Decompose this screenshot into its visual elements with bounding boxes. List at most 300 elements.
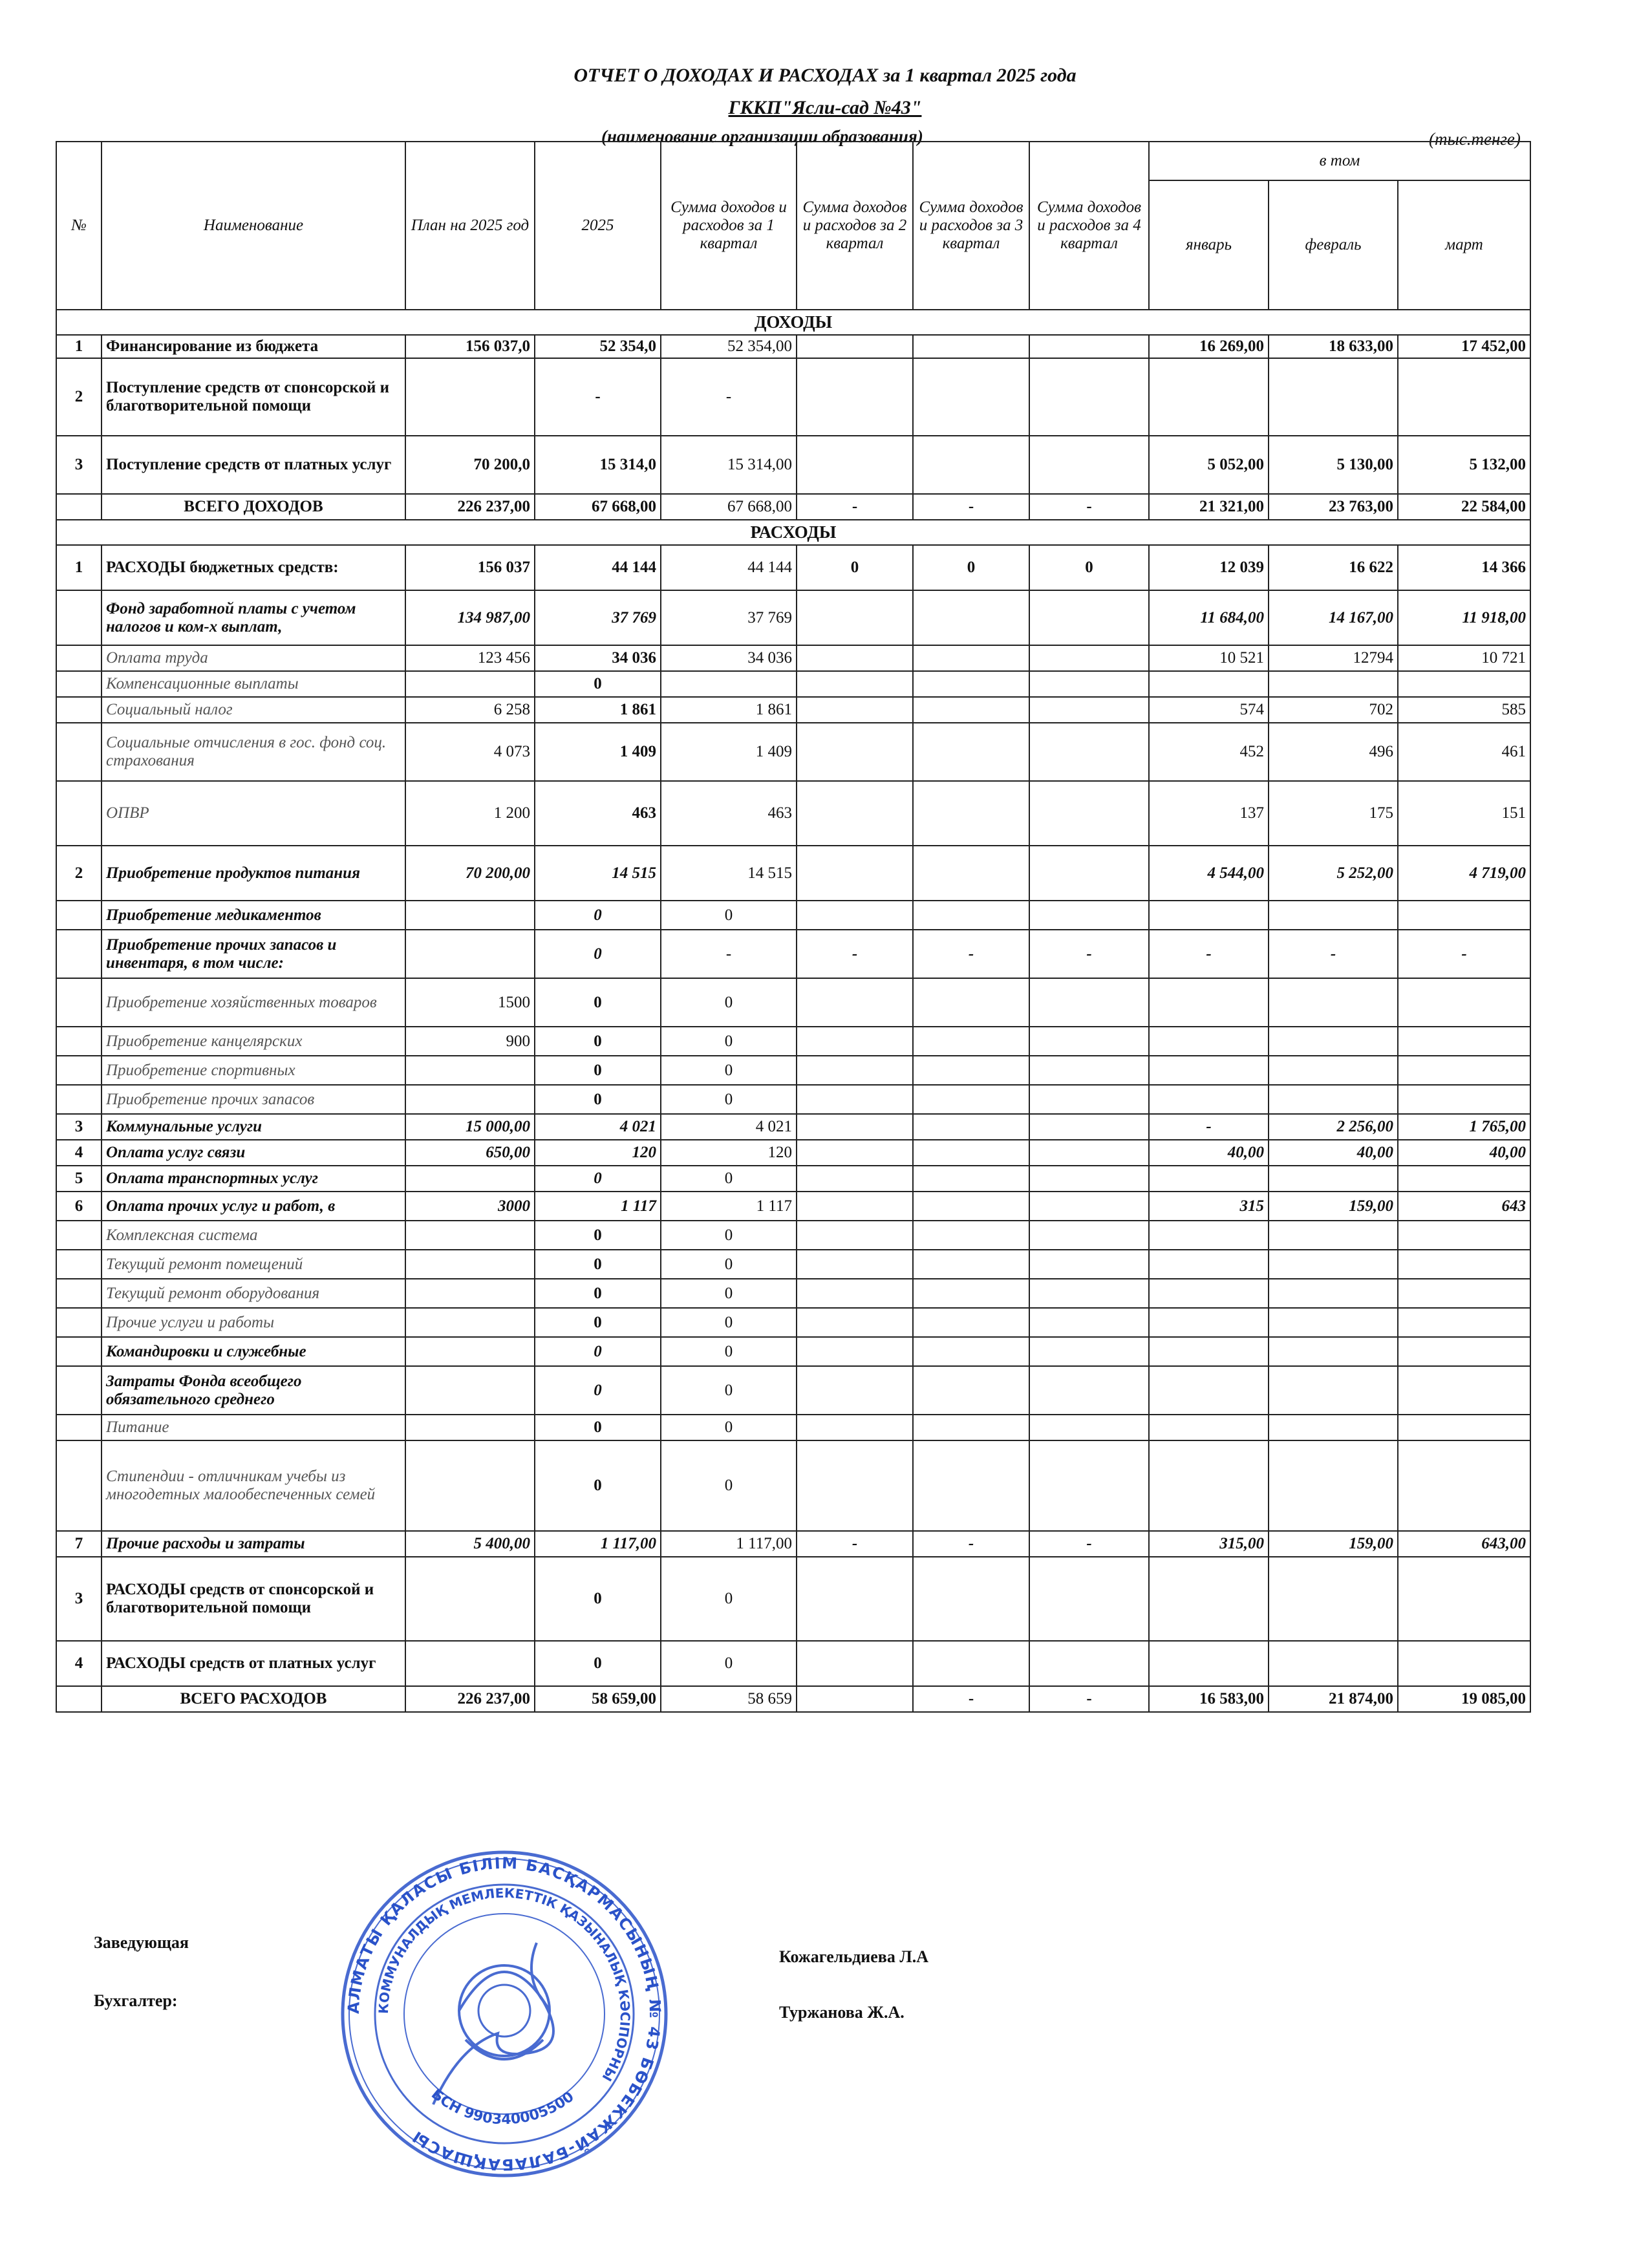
- cell-q3: [913, 645, 1029, 671]
- cell-q3: [913, 723, 1029, 781]
- cell-feb: [1269, 1366, 1398, 1415]
- cell-q2: [797, 1440, 913, 1531]
- table-row: [56, 1366, 1530, 1415]
- cell-jan: 40,00: [1149, 1140, 1269, 1166]
- cell-q2: [797, 1140, 913, 1166]
- cell-mar: [1398, 671, 1530, 697]
- cell-jan: [1149, 1250, 1269, 1279]
- row-number: [56, 590, 102, 645]
- cell-q4: -: [1029, 1686, 1149, 1712]
- cell-year: 0: [535, 1279, 661, 1308]
- table-row: [56, 494, 1530, 520]
- cell-q3: [913, 590, 1029, 645]
- cell-year: 0: [535, 1641, 661, 1686]
- cell-year: 58 659,00: [535, 1686, 661, 1712]
- cell-jan: [1149, 671, 1269, 697]
- cell-year: 0: [535, 901, 661, 930]
- cell-mar: 10 721: [1398, 645, 1530, 671]
- table-row: [56, 1085, 1530, 1114]
- cell-jan: [1149, 1085, 1269, 1114]
- table-row: [56, 1415, 1530, 1440]
- cell-mar: 40,00: [1398, 1140, 1530, 1166]
- official-stamp: [336, 1846, 672, 2182]
- cell-mar: [1398, 1337, 1530, 1366]
- cell-q2: [797, 1114, 913, 1140]
- row-name: Стипендии - отличникам учебы из многодетных малообеспеченных семей: [102, 1440, 405, 1531]
- cell-year: 0: [535, 1366, 661, 1415]
- cell-q1: 1 117: [661, 1192, 797, 1221]
- unit-label: (тыс.тенге): [1429, 129, 1521, 149]
- cell-q4: [1029, 1279, 1149, 1308]
- cell-q1: 0: [661, 1250, 797, 1279]
- cell-q1: 0: [661, 1221, 797, 1250]
- row-number: [56, 901, 102, 930]
- cell-q4: [1029, 645, 1149, 671]
- col-header-q1: Сумма доходов и расходов за 1 квартал: [661, 142, 797, 310]
- cell-q2: [797, 1641, 913, 1686]
- col-header-name: Наименование: [102, 142, 405, 310]
- cell-jan: [1149, 978, 1269, 1027]
- cell-jan: [1149, 1557, 1269, 1641]
- cell-feb: 16 622: [1269, 545, 1398, 590]
- col-header-q2: Сумма доходов и расходов за 2 квартал: [797, 142, 913, 310]
- cell-mar: 14 366: [1398, 545, 1530, 590]
- cell-feb: -: [1269, 930, 1398, 978]
- cell-plan: 4 073: [405, 723, 535, 781]
- cell-q2: [797, 978, 913, 1027]
- cell-plan: 5 400,00: [405, 1531, 535, 1557]
- cell-q1: 0: [661, 978, 797, 1027]
- row-number: [56, 697, 102, 723]
- row-number: [56, 1250, 102, 1279]
- cell-q1: [661, 671, 797, 697]
- cell-year: 14 515: [535, 846, 661, 901]
- table-row: [56, 1641, 1530, 1686]
- stamp-outer-text: АЛМАТЫ ҚАЛАСЫ БІЛІМ БАСҚАРМАСЫНЫҢ № 43 БӨБЕКЖАЙ-БАЛАБАҚШАСЫ: [344, 1854, 665, 2174]
- cell-q2: [797, 1366, 913, 1415]
- row-name: Приобретение спортивных: [102, 1056, 405, 1085]
- table-row: [56, 1166, 1530, 1192]
- row-number: [56, 1415, 102, 1440]
- cell-q1: 15 314,00: [661, 436, 797, 494]
- row-name: Социальные отчисления в гос. фонд соц. страхования: [102, 723, 405, 781]
- cell-plan: 156 037,0: [405, 335, 535, 358]
- cell-q4: [1029, 1085, 1149, 1114]
- row-name: Текущий ремонт оборудования: [102, 1279, 405, 1308]
- row-number: 2: [56, 358, 102, 436]
- cell-jan: 16 583,00: [1149, 1686, 1269, 1712]
- cell-jan: 10 521: [1149, 645, 1269, 671]
- cell-year: 1 117: [535, 1192, 661, 1221]
- cell-q4: [1029, 1557, 1149, 1641]
- cell-jan: 4 544,00: [1149, 846, 1269, 901]
- table-row: [56, 436, 1530, 494]
- row-name: РАСХОДЫ бюджетных средств:: [102, 545, 405, 590]
- col-header-in-that: в том: [1149, 142, 1530, 180]
- cell-q1: 67 668,00: [661, 494, 797, 520]
- cell-jan: [1149, 1221, 1269, 1250]
- report-title: ОТЧЕТ О ДОХОДАХ И РАСХОДАХ за 1 квартал 2025 года: [573, 65, 1077, 86]
- cell-year: 0: [535, 1308, 661, 1337]
- row-number: [56, 645, 102, 671]
- cell-jan: 574: [1149, 697, 1269, 723]
- cell-year: 0: [535, 1085, 661, 1114]
- cell-mar: [1398, 1557, 1530, 1641]
- cell-plan: 134 987,00: [405, 590, 535, 645]
- cell-q4: [1029, 1056, 1149, 1085]
- cell-feb: [1269, 978, 1398, 1027]
- cell-q3: [913, 1415, 1029, 1440]
- cell-q1: 0: [661, 1337, 797, 1366]
- cell-q1: 0: [661, 1085, 797, 1114]
- cell-q3: [913, 846, 1029, 901]
- table-row: [56, 1192, 1530, 1221]
- cell-q2: [797, 1337, 913, 1366]
- cell-mar: [1398, 1279, 1530, 1308]
- cell-q3: [913, 1056, 1029, 1085]
- cell-q1: 4 021: [661, 1114, 797, 1140]
- cell-plan: [405, 1279, 535, 1308]
- row-name: Затраты Фонда всеобщего обязательного среднего: [102, 1366, 405, 1415]
- cell-jan: 452: [1149, 723, 1269, 781]
- cell-jan: [1149, 1308, 1269, 1337]
- cell-jan: [1149, 1166, 1269, 1192]
- cell-q2: [797, 1027, 913, 1056]
- cell-q2: [797, 358, 913, 436]
- cell-year: 0: [535, 1166, 661, 1192]
- cell-q2: [797, 1250, 913, 1279]
- cell-q4: [1029, 1114, 1149, 1140]
- row-name: Социальный налог: [102, 697, 405, 723]
- cell-plan: 70 200,0: [405, 436, 535, 494]
- cell-plan: [405, 1415, 535, 1440]
- cell-q4: [1029, 1140, 1149, 1166]
- row-name: ОПВР: [102, 781, 405, 846]
- cell-q1: 0: [661, 1415, 797, 1440]
- col-header-feb: февраль: [1269, 180, 1398, 310]
- row-number: [56, 1221, 102, 1250]
- col-header-plan: План на 2025 год: [405, 142, 535, 310]
- cell-q3: [913, 901, 1029, 930]
- cell-feb: 496: [1269, 723, 1398, 781]
- cell-q3: [913, 1308, 1029, 1337]
- cell-q1: 14 515: [661, 846, 797, 901]
- cell-feb: 702: [1269, 697, 1398, 723]
- cell-plan: [405, 1085, 535, 1114]
- cell-q3: [913, 1192, 1029, 1221]
- cell-year: 1 409: [535, 723, 661, 781]
- cell-jan: [1149, 1641, 1269, 1686]
- row-number: [56, 723, 102, 781]
- table-row: [56, 1027, 1530, 1056]
- table-row: [56, 1531, 1530, 1557]
- cell-feb: 159,00: [1269, 1192, 1398, 1221]
- cell-q4: -: [1029, 494, 1149, 520]
- cell-plan: [405, 671, 535, 697]
- row-number: 3: [56, 1557, 102, 1641]
- cell-jan: [1149, 1440, 1269, 1531]
- row-number: 6: [56, 1192, 102, 1221]
- cell-feb: 40,00: [1269, 1140, 1398, 1166]
- row-name: Приобретение канцелярских: [102, 1027, 405, 1056]
- cell-q1: 120: [661, 1140, 797, 1166]
- cell-year: 0: [535, 671, 661, 697]
- cell-year: 0: [535, 1440, 661, 1531]
- cell-feb: [1269, 1056, 1398, 1085]
- cell-q1: 0: [661, 1366, 797, 1415]
- cell-feb: [1269, 1440, 1398, 1531]
- row-name: Командировки и служебные: [102, 1337, 405, 1366]
- cell-feb: [1269, 901, 1398, 930]
- cell-mar: 19 085,00: [1398, 1686, 1530, 1712]
- cell-q2: [797, 1308, 913, 1337]
- cell-mar: 643,00: [1398, 1531, 1530, 1557]
- table-row: [56, 930, 1530, 978]
- cell-mar: [1398, 1308, 1530, 1337]
- cell-q1: 0: [661, 1308, 797, 1337]
- cell-feb: 2 256,00: [1269, 1114, 1398, 1140]
- cell-q3: [913, 335, 1029, 358]
- row-number: [56, 1279, 102, 1308]
- cell-year: 0: [535, 930, 661, 978]
- cell-q2: [797, 1557, 913, 1641]
- cell-feb: [1269, 1279, 1398, 1308]
- cell-q3: [913, 1221, 1029, 1250]
- row-name: Приобретение медикаментов: [102, 901, 405, 930]
- cell-q4: [1029, 697, 1149, 723]
- cell-feb: 159,00: [1269, 1531, 1398, 1557]
- cell-feb: [1269, 1027, 1398, 1056]
- cell-plan: [405, 1308, 535, 1337]
- cell-jan: 21 321,00: [1149, 494, 1269, 520]
- cell-q4: [1029, 901, 1149, 930]
- cell-q4: [1029, 1440, 1149, 1531]
- cell-jan: [1149, 1056, 1269, 1085]
- cell-jan: [1149, 901, 1269, 930]
- cell-q4: [1029, 846, 1149, 901]
- table-row: [56, 901, 1530, 930]
- cell-jan: 315,00: [1149, 1531, 1269, 1557]
- cell-plan: 15 000,00: [405, 1114, 535, 1140]
- table-row: [56, 781, 1530, 846]
- cell-q3: [913, 671, 1029, 697]
- cell-jan: [1149, 1337, 1269, 1366]
- cell-year: 4 021: [535, 1114, 661, 1140]
- organization-name: ГККП"Ясли-сад №43": [728, 97, 922, 118]
- cell-jan: [1149, 1415, 1269, 1440]
- accountant-name: Туржанова Ж.А.: [779, 2003, 905, 2022]
- cell-mar: -: [1398, 930, 1530, 978]
- cell-q4: [1029, 590, 1149, 645]
- cell-q4: -: [1029, 1531, 1149, 1557]
- row-name: Финансирование из бюджета: [102, 335, 405, 358]
- cell-q4: [1029, 1027, 1149, 1056]
- cell-q2: [797, 1085, 913, 1114]
- cell-year: 37 769: [535, 590, 661, 645]
- cell-q1: 1 117,00: [661, 1531, 797, 1557]
- cell-feb: 5 252,00: [1269, 846, 1398, 901]
- cell-feb: 175: [1269, 781, 1398, 846]
- cell-year: 0: [535, 1221, 661, 1250]
- cell-feb: [1269, 1221, 1398, 1250]
- cell-year: 15 314,0: [535, 436, 661, 494]
- row-name: Питание: [102, 1415, 405, 1440]
- cell-q3: [913, 1440, 1029, 1531]
- row-name: Прочие расходы и затраты: [102, 1531, 405, 1557]
- row-number: 3: [56, 1114, 102, 1140]
- row-number: [56, 978, 102, 1027]
- row-number: [56, 781, 102, 846]
- cell-year: 1 861: [535, 697, 661, 723]
- cell-mar: [1398, 1221, 1530, 1250]
- cell-mar: 22 584,00: [1398, 494, 1530, 520]
- cell-plan: 900: [405, 1027, 535, 1056]
- cell-q3: [913, 1279, 1029, 1308]
- row-name: Приобретение прочих запасов и инвентаря, в том числе:: [102, 930, 405, 978]
- cell-jan: 12 039: [1149, 545, 1269, 590]
- cell-jan: -: [1149, 1114, 1269, 1140]
- cell-jan: [1149, 1366, 1269, 1415]
- cell-feb: [1269, 1557, 1398, 1641]
- cell-q4: 0: [1029, 545, 1149, 590]
- row-number: 3: [56, 436, 102, 494]
- cell-feb: [1269, 1308, 1398, 1337]
- table-row: [56, 1557, 1530, 1641]
- row-name: Фонд заработной платы с учетом налогов и ком-х выплат,: [102, 590, 405, 645]
- cell-q2: [797, 846, 913, 901]
- report-body: [56, 310, 1530, 1712]
- table-row: [56, 846, 1530, 901]
- cell-q4: [1029, 1337, 1149, 1366]
- cell-q4: -: [1029, 930, 1149, 978]
- table-row: [56, 1056, 1530, 1085]
- cell-mar: 4 719,00: [1398, 846, 1530, 901]
- cell-plan: [405, 1557, 535, 1641]
- cell-plan: [405, 1440, 535, 1531]
- cell-plan: [405, 1166, 535, 1192]
- table-row: [56, 1114, 1530, 1140]
- cell-q3: [913, 1641, 1029, 1686]
- col-header-jan: январь: [1149, 180, 1269, 310]
- cell-feb: [1269, 671, 1398, 697]
- cell-q2: 0: [797, 545, 913, 590]
- cell-year: 1 117,00: [535, 1531, 661, 1557]
- row-name: Компенсационные выплаты: [102, 671, 405, 697]
- cell-mar: 585: [1398, 697, 1530, 723]
- cell-q2: -: [797, 930, 913, 978]
- cell-year: 0: [535, 1415, 661, 1440]
- cell-q2: [797, 1279, 913, 1308]
- table-row: [56, 697, 1530, 723]
- cell-q3: [913, 436, 1029, 494]
- accountant-label: Бухгалтер:: [94, 1991, 178, 2010]
- cell-q3: -: [913, 1531, 1029, 1557]
- section-label: РАСХОДЫ: [56, 520, 1530, 545]
- table-row: [56, 723, 1530, 781]
- cell-q1: 52 354,00: [661, 335, 797, 358]
- row-number: [56, 1366, 102, 1415]
- cell-q3: [913, 1337, 1029, 1366]
- cell-q3: [913, 1557, 1029, 1641]
- cell-mar: [1398, 1250, 1530, 1279]
- row-name: РАСХОДЫ средств от платных услуг: [102, 1641, 405, 1686]
- cell-jan: [1149, 1027, 1269, 1056]
- cell-q2: [797, 1415, 913, 1440]
- cell-q1: 34 036: [661, 645, 797, 671]
- cell-q2: [797, 1221, 913, 1250]
- row-name: Оплата труда: [102, 645, 405, 671]
- col-header-q3: Сумма доходов и расходов за 3 квартал: [913, 142, 1029, 310]
- cell-plan: 1 200: [405, 781, 535, 846]
- cell-q1: 1 861: [661, 697, 797, 723]
- cell-plan: [405, 1366, 535, 1415]
- cell-q4: [1029, 723, 1149, 781]
- cell-plan: [405, 358, 535, 436]
- table-row: [56, 978, 1530, 1027]
- cell-feb: [1269, 1415, 1398, 1440]
- cell-plan: 3000: [405, 1192, 535, 1221]
- cell-feb: 14 167,00: [1269, 590, 1398, 645]
- col-header-mar: март: [1398, 180, 1530, 310]
- cell-year: 67 668,00: [535, 494, 661, 520]
- cell-jan: 16 269,00: [1149, 335, 1269, 358]
- cell-plan: 6 258: [405, 697, 535, 723]
- cell-q3: 0: [913, 545, 1029, 590]
- row-name: Приобретение хозяйственных товаров: [102, 978, 405, 1027]
- cell-plan: [405, 1337, 535, 1366]
- cell-q2: [797, 1686, 913, 1712]
- row-number: 4: [56, 1140, 102, 1166]
- row-name: Поступление средств от спонсорской и благотворительной помощи: [102, 358, 405, 436]
- cell-q2: [797, 1192, 913, 1221]
- row-name: ВСЕГО ДОХОДОВ: [102, 494, 405, 520]
- row-name: Комплексная система: [102, 1221, 405, 1250]
- row-number: [56, 930, 102, 978]
- cell-mar: 151: [1398, 781, 1530, 846]
- cell-feb: [1269, 1250, 1398, 1279]
- cell-mar: [1398, 1641, 1530, 1686]
- cell-q1: 0: [661, 1279, 797, 1308]
- cell-q4: [1029, 1415, 1149, 1440]
- cell-q1: -: [661, 358, 797, 436]
- cell-q2: -: [797, 494, 913, 520]
- cell-plan: 156 037: [405, 545, 535, 590]
- head-name: Кожагельдиева Л.А: [779, 1947, 928, 1966]
- cell-plan: [405, 1641, 535, 1686]
- report-table: [56, 141, 1531, 1713]
- cell-mar: 1 765,00: [1398, 1114, 1530, 1140]
- cell-q2: [797, 697, 913, 723]
- row-name: Прочие услуги и работы: [102, 1308, 405, 1337]
- cell-feb: 21 874,00: [1269, 1686, 1398, 1712]
- table-row: [56, 1686, 1530, 1712]
- cell-q1: -: [661, 930, 797, 978]
- cell-mar: [1398, 901, 1530, 930]
- row-number: 7: [56, 1531, 102, 1557]
- cell-plan: 226 237,00: [405, 494, 535, 520]
- cell-q1: 0: [661, 1641, 797, 1686]
- cell-q4: [1029, 1308, 1149, 1337]
- cell-q2: [797, 436, 913, 494]
- organization-caption: (наименование организации образования): [601, 127, 923, 146]
- row-name: Оплата прочих услуг и работ, в: [102, 1192, 405, 1221]
- table-row: [56, 1140, 1530, 1166]
- table-row: [56, 590, 1530, 645]
- row-name: Текущий ремонт помещений: [102, 1250, 405, 1279]
- row-number: [56, 494, 102, 520]
- cell-plan: 1500: [405, 978, 535, 1027]
- cell-q1: 0: [661, 1557, 797, 1641]
